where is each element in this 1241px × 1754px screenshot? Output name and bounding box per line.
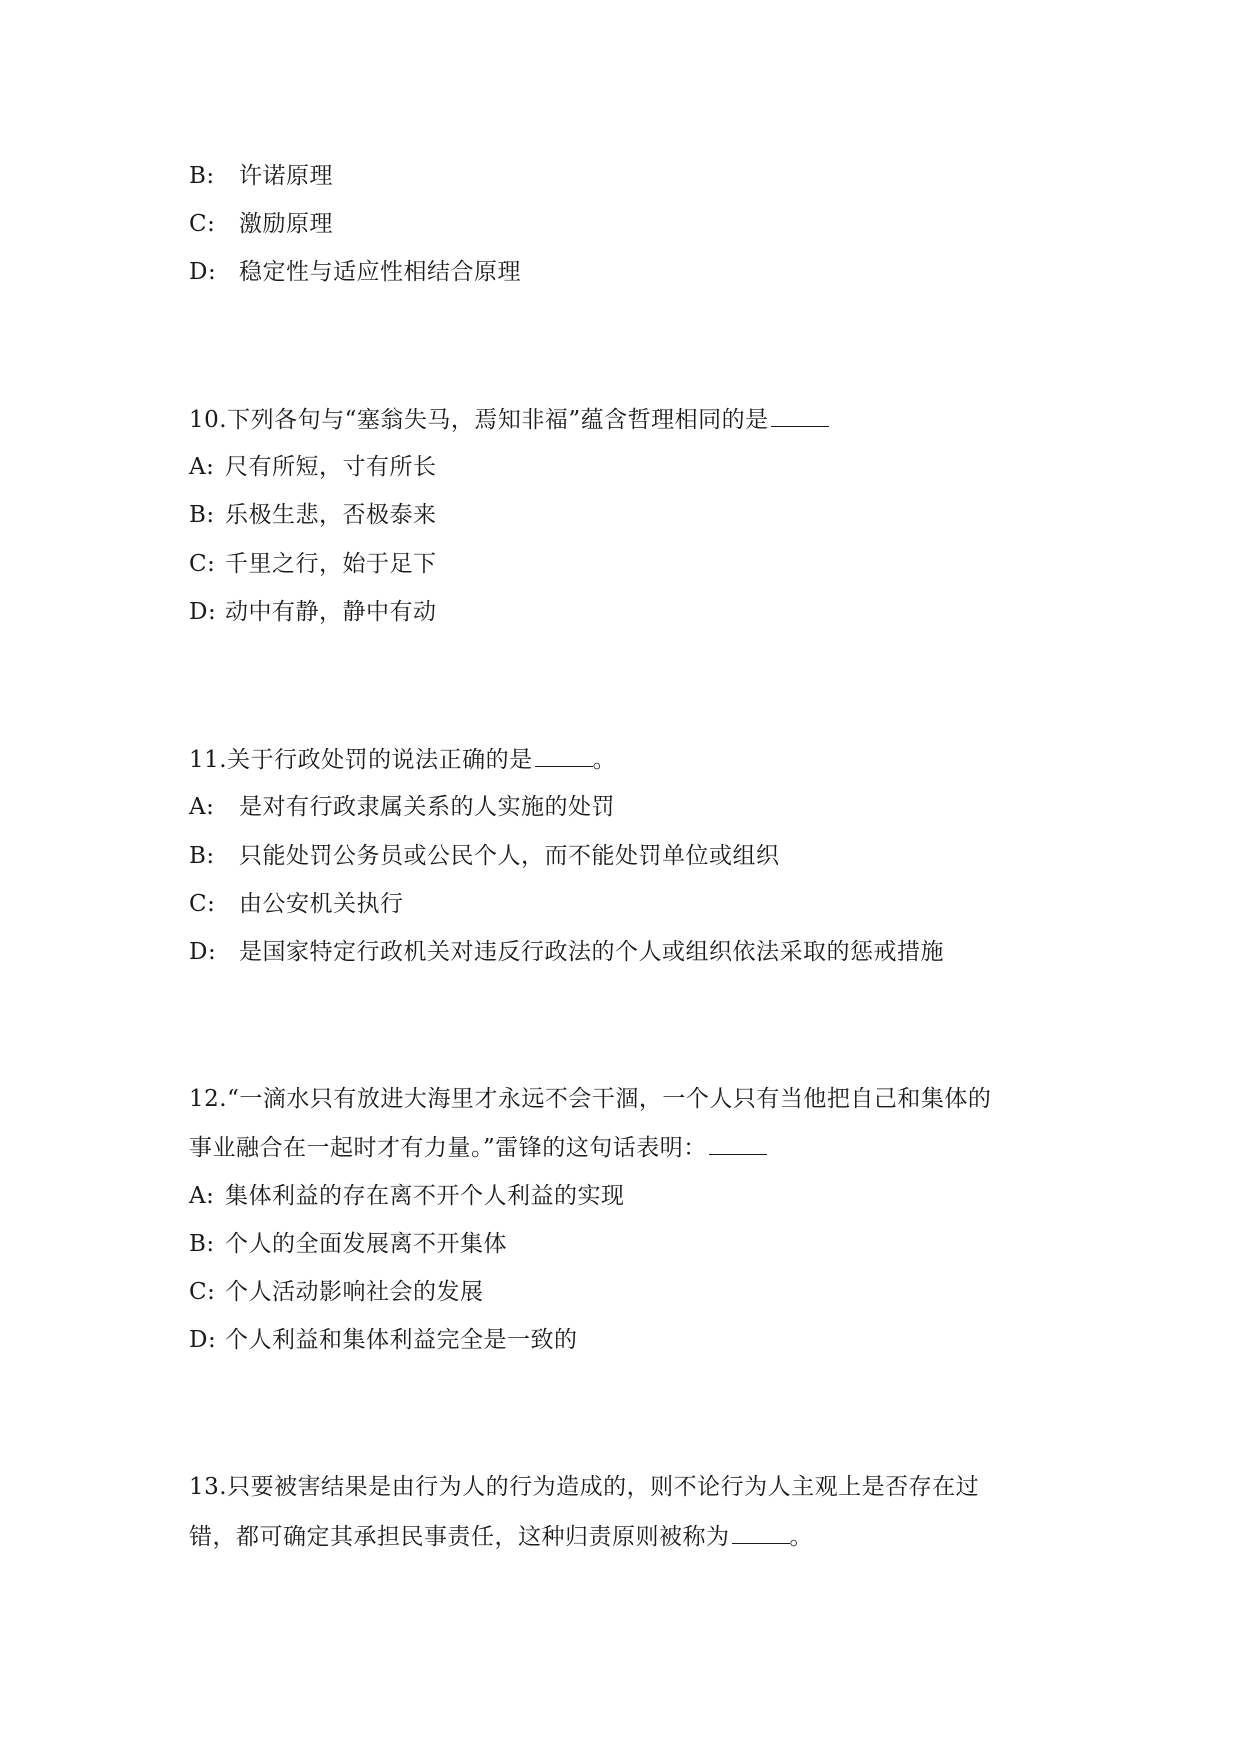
option-text: 千里之行，始于足下 bbox=[225, 551, 437, 577]
answer-blank bbox=[535, 744, 593, 767]
option-label: D: bbox=[189, 939, 217, 965]
q11-option-b bbox=[189, 841, 780, 871]
option-text: 个人活动影响社会的发展 bbox=[225, 1279, 484, 1305]
option-label: C: bbox=[189, 211, 216, 237]
option-text: 个人的全面发展离不开集体 bbox=[225, 1231, 507, 1257]
option-label: B: bbox=[189, 163, 215, 189]
option-text: 个人利益和集体利益完全是一致的 bbox=[225, 1327, 578, 1353]
answer-blank bbox=[732, 1521, 790, 1544]
q9-option-d bbox=[189, 257, 521, 287]
option-label: A: bbox=[189, 1183, 215, 1209]
question-end: 。 bbox=[789, 1524, 813, 1550]
q12-option-d bbox=[189, 1325, 578, 1355]
question-number: 10. bbox=[189, 407, 228, 433]
question-number: 11. bbox=[189, 747, 228, 773]
option-text: 动中有静，静中有动 bbox=[225, 599, 437, 625]
question-text: “一滴水只有放进大海里才永远不会干涸，一个人只有当他把自己和集体的 bbox=[227, 1086, 992, 1112]
q9-option-c bbox=[189, 209, 333, 239]
option-label: D: bbox=[189, 599, 217, 625]
question-number: 13. bbox=[189, 1474, 228, 1500]
option-text: 尺有所短，寸有所长 bbox=[225, 454, 437, 480]
option-text: 集体利益的存在离不开个人利益的实现 bbox=[225, 1183, 625, 1209]
option-text: 由公安机关执行 bbox=[239, 891, 404, 917]
q12-option-c bbox=[189, 1277, 484, 1307]
q12-option-b bbox=[189, 1229, 507, 1259]
q10-option-d bbox=[189, 597, 437, 627]
question-end: 。 bbox=[592, 747, 617, 773]
question-number: 12. bbox=[189, 1086, 228, 1112]
option-text: 乐极生悲，否极泰来 bbox=[225, 502, 437, 528]
option-text: 稳定性与适应性相结合原理 bbox=[239, 259, 521, 285]
q11-option-a bbox=[189, 792, 615, 822]
answer-blank bbox=[709, 1132, 767, 1155]
q11-stem bbox=[189, 744, 616, 775]
option-text: 只能处罚公务员或公民个人，而不能处罚单位或组织 bbox=[239, 843, 780, 869]
q11-option-d bbox=[189, 937, 944, 967]
option-label: D: bbox=[189, 1327, 217, 1353]
q10-option-c bbox=[189, 549, 437, 579]
question-text: 错，都可确定其承担民事责任，这种归责原则被称为 bbox=[189, 1524, 730, 1550]
q10-option-b bbox=[189, 500, 437, 530]
option-label: A: bbox=[189, 454, 215, 480]
option-text: 许诺原理 bbox=[239, 163, 333, 189]
q12-option-a bbox=[189, 1181, 625, 1211]
answer-blank bbox=[771, 404, 829, 427]
option-label: C: bbox=[189, 551, 216, 577]
q11-option-c bbox=[189, 889, 404, 919]
option-label: D: bbox=[189, 259, 217, 285]
question-text: 下列各句与“塞翁失马，焉知非福”蕴含哲理相同的是 bbox=[227, 407, 769, 433]
q13-stem-line1 bbox=[189, 1472, 979, 1502]
q12-stem-line1 bbox=[189, 1084, 991, 1114]
q9-option-b bbox=[189, 161, 333, 191]
option-text: 是国家特定行政机关对违反行政法的个人或组织依法采取的惩戒措施 bbox=[239, 939, 944, 965]
option-label: B: bbox=[189, 1231, 215, 1257]
q10-stem bbox=[189, 404, 829, 435]
q12-stem-line2 bbox=[189, 1132, 767, 1163]
question-text: 事业融合在一起时才有力量。”雷锋的这句话表明： bbox=[189, 1135, 707, 1161]
option-label: B: bbox=[189, 843, 215, 869]
option-label: C: bbox=[189, 1279, 216, 1305]
q10-option-a bbox=[189, 452, 437, 482]
option-label: B: bbox=[189, 502, 215, 528]
option-label: A: bbox=[189, 794, 215, 820]
question-text: 只要被害结果是由行为人的行为造成的，则不论行为人主观上是否存在过 bbox=[227, 1474, 980, 1500]
option-text: 是对有行政隶属关系的人实施的处罚 bbox=[239, 794, 615, 820]
option-text: 激励原理 bbox=[239, 211, 333, 237]
question-text: 关于行政处罚的说法正确的是 bbox=[227, 747, 533, 773]
option-label: C: bbox=[189, 891, 216, 917]
q13-stem-line2 bbox=[189, 1521, 813, 1552]
